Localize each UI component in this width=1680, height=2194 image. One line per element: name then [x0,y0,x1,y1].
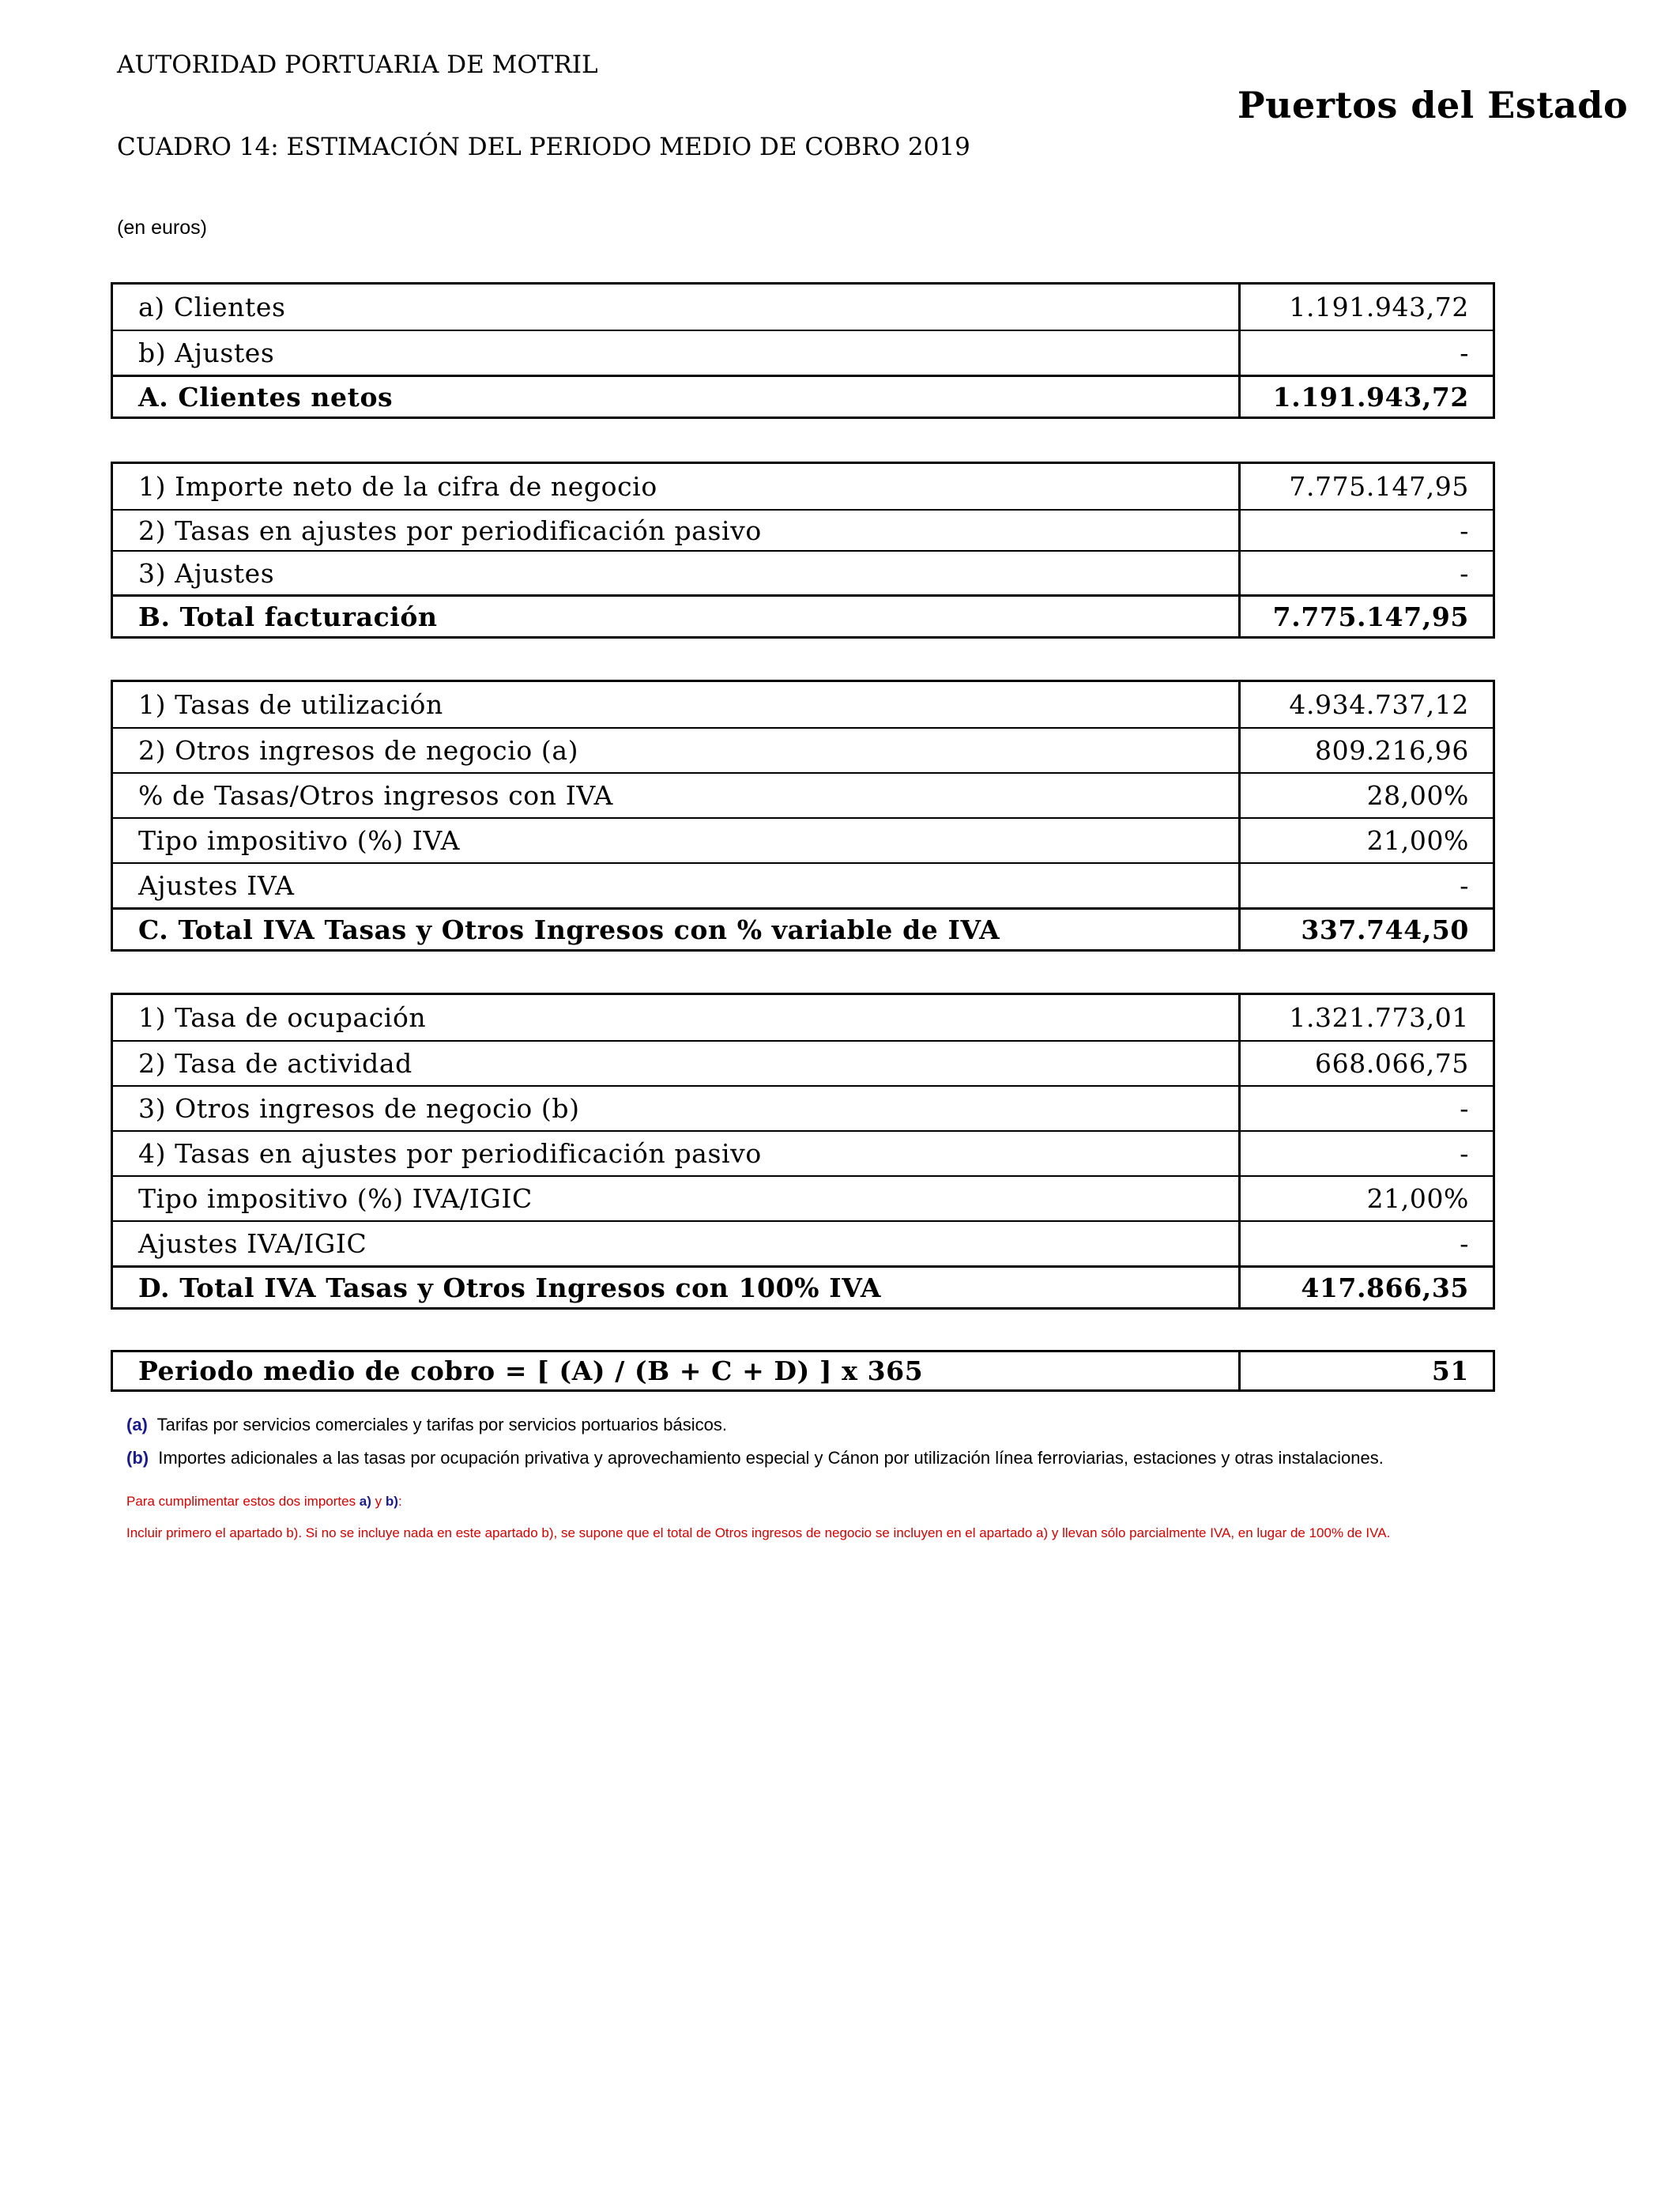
total-label: B. Total facturación [138,601,438,632]
row-value: - [1238,511,1493,550]
row-value: 809.216,96 [1238,729,1493,772]
result-table [111,1350,1495,1392]
instruction-intro: Para cumplimentar estos dos importes [126,1494,356,1509]
row-value: - [1238,1087,1493,1130]
instruction-y: y [375,1494,382,1509]
total-label: A. Clientes netos [138,381,394,413]
iva-variable-table [111,680,1495,952]
row-label: 2) Tasa de actividad [138,1048,412,1079]
total-label: D. Total IVA Tasas y Otros Ingresos con 100% IVA [138,1272,882,1303]
row-label: Tipo impositivo (%) IVA [138,825,461,856]
result-row [113,1352,1493,1389]
total-value: 7.775.147,95 [1238,597,1493,636]
row-label: 4) Tasas en ajustes por periodificación pasivo [138,1138,762,1169]
total-row [113,1265,1493,1307]
row-label: Ajustes IVA [138,870,295,901]
footnote-b-text: Importes adicionales a las tasas por ocupación privativa y aprovechamiento especial y Cánon por utilización línea ferroviarias, estaciones y otras instalaciones. [158,1448,1384,1468]
row-label: Tipo impositivo (%) IVA/IGIC [138,1183,533,1214]
footnote-a-text: Tarifas por servicios comerciales y tarifas por servicios portuarios básicos. [156,1415,727,1434]
row-value: - [1238,552,1493,594]
row-label: 1) Tasa de ocupación [138,1002,427,1033]
total-row [113,907,1493,949]
instruction-line-1 [126,1494,402,1510]
row-value: - [1238,864,1493,907]
total-value: 337.744,50 [1238,910,1493,949]
total-value: 417.866,35 [1238,1268,1493,1307]
total-row [113,594,1493,636]
organization-name: AUTORIDAD PORTUARIA DE MOTRIL [117,51,598,79]
table-row [113,1220,1493,1265]
table-row [113,464,1493,509]
row-label: b) Ajustes [138,337,275,368]
total-label: C. Total IVA Tasas y Otros Ingresos con % variable de IVA [138,914,1000,945]
table-row [113,817,1493,862]
row-value: - [1238,331,1493,375]
table-row [113,509,1493,550]
footnote-b-mark: (b) [126,1448,149,1468]
row-value: 1.321.773,01 [1238,995,1493,1040]
footnote-a [126,1415,727,1435]
row-value: 668.066,75 [1238,1042,1493,1085]
instruction-mark-a: a) [359,1494,371,1509]
instruction-line-2: Incluir primero el apartado b). Si no se incluye nada en este apartado b), se supone que el total de Otros ingresos de negocio se incluyen en el apartado a) y llevan sólo parcialmente IVA, en lugar de 100% de IVA. [126,1525,1391,1540]
row-value: 21,00% [1238,819,1493,862]
total-value: 1.191.943,72 [1238,377,1493,417]
row-label: 2) Tasas en ajustes por periodificación pasivo [138,515,762,546]
row-value: 28,00% [1238,774,1493,817]
iva-100-table [111,993,1495,1310]
table-row [113,550,1493,594]
facturacion-table [111,462,1495,639]
result-value: 51 [1238,1352,1493,1389]
result-label: Periodo medio de cobro = [ (A) / (B + C + D) ] x 365 [138,1355,924,1386]
clientes-table [111,282,1495,419]
row-value: 7.775.147,95 [1238,464,1493,509]
row-label: % de Tasas/Otros ingresos con IVA [138,780,613,811]
row-value: - [1238,1222,1493,1265]
table-row [113,682,1493,727]
table-row [113,1040,1493,1085]
table-row [113,995,1493,1040]
table-row [113,1085,1493,1130]
table-row [113,772,1493,817]
instruction-colon: : [397,1494,402,1509]
row-value: 1.191.943,72 [1238,285,1493,330]
table-row [113,862,1493,907]
table-row [113,1130,1493,1175]
row-label: 1) Tasas de utilización [138,689,443,720]
row-label: a) Clientes [138,292,286,322]
table-row [113,330,1493,375]
row-value: 4.934.737,12 [1238,682,1493,727]
instruction-mark-b: b) [385,1494,398,1509]
row-label: 3) Ajustes [138,557,275,589]
row-label: 3) Otros ingresos de negocio (b) [138,1093,580,1124]
row-label: 2) Otros ingresos de negocio (a) [138,735,579,766]
footnote-a-mark: (a) [126,1415,148,1434]
total-row [113,375,1493,417]
row-label: 1) Importe neto de la cifra de negocio [138,471,657,502]
footnote-b [126,1448,1384,1468]
row-value: 21,00% [1238,1177,1493,1220]
table-row [113,727,1493,772]
table-row [113,1175,1493,1220]
table-row [113,285,1493,330]
row-value: - [1238,1132,1493,1175]
units-label: (en euros) [117,217,207,239]
document-title: CUADRO 14: ESTIMACIÓN DEL PERIODO MEDIO DE COBRO 2019 [117,133,970,161]
brand-logo-text: Puertos del Estado [1237,84,1629,126]
row-label: Ajustes IVA/IGIC [138,1228,367,1259]
